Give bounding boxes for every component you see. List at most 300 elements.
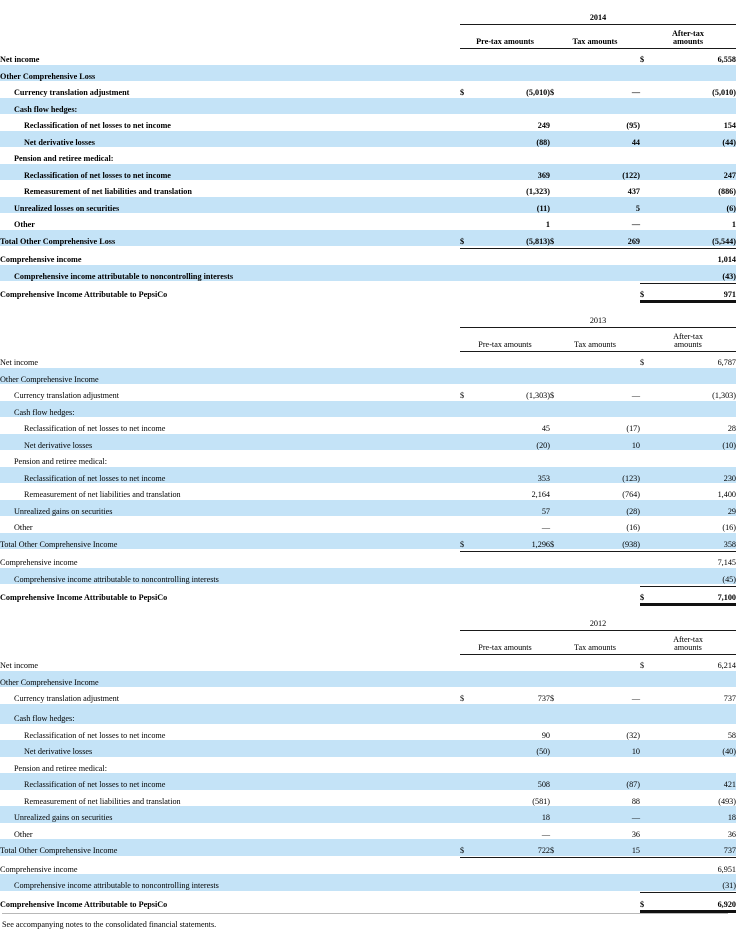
comprehensive-income-table-2014 bbox=[0, 0, 736, 303]
pretax-currency bbox=[460, 516, 474, 533]
pretax-value bbox=[474, 704, 550, 724]
row-label: Other Comprehensive Loss bbox=[0, 65, 460, 82]
tax-value: 36 bbox=[631, 829, 640, 839]
table-row bbox=[0, 773, 736, 790]
tax-value bbox=[564, 65, 640, 82]
tax-value: (764) bbox=[622, 490, 640, 500]
total-row bbox=[0, 230, 736, 247]
tax-currency bbox=[550, 147, 564, 164]
pretax-value: 1 bbox=[545, 220, 550, 230]
pretax-value bbox=[474, 671, 550, 688]
aftertax-value: 1,014 bbox=[717, 255, 736, 265]
aftertax-value: 18 bbox=[656, 806, 736, 823]
row-label: Comprehensive Income Attributable to PepsiCo bbox=[0, 593, 168, 603]
column-header-pretax: Pre-tax amounts bbox=[476, 36, 534, 46]
pretax-currency bbox=[460, 704, 474, 724]
aftertax-value bbox=[656, 704, 736, 724]
table-row bbox=[0, 724, 736, 741]
pretax-currency: $ bbox=[460, 839, 474, 856]
column-header-aftertax bbox=[640, 630, 736, 652]
pretax-value bbox=[474, 248, 550, 265]
aftertax-currency bbox=[640, 757, 656, 774]
aftertax-currency bbox=[640, 533, 656, 550]
row-label: Reclassification of net losses to net income bbox=[24, 730, 166, 740]
column-header-tax: Tax amounts bbox=[572, 36, 618, 46]
tax-value: (16) bbox=[626, 523, 640, 533]
pretax-currency bbox=[460, 283, 474, 300]
row-label: Unrealized gains on securities bbox=[0, 500, 460, 517]
pretax-value bbox=[474, 893, 550, 910]
tax-currency bbox=[550, 858, 564, 875]
aftertax-currency: $ bbox=[640, 661, 645, 671]
table-row bbox=[0, 757, 736, 774]
aftertax-currency bbox=[640, 500, 656, 517]
tax-currency: $ bbox=[550, 391, 555, 401]
pretax-currency bbox=[460, 874, 474, 891]
pretax-currency bbox=[460, 131, 474, 148]
tax-currency bbox=[550, 197, 564, 214]
tax-value: 437 bbox=[627, 187, 640, 197]
pretax-value: (88) bbox=[474, 131, 550, 148]
pretax-currency bbox=[460, 401, 474, 418]
pretax-currency bbox=[460, 197, 474, 214]
tax-value bbox=[564, 671, 640, 688]
tax-currency: $ bbox=[550, 88, 555, 98]
tax-currency bbox=[550, 98, 564, 115]
aftertax-value: (44) bbox=[656, 131, 736, 148]
row-label: Cash flow hedges: bbox=[0, 401, 460, 418]
tax-currency bbox=[550, 417, 564, 434]
row-label: Unrealized losses on securities bbox=[0, 197, 460, 214]
pretax-value: 369 bbox=[474, 164, 550, 181]
aftertax-currency bbox=[640, 516, 656, 533]
aftertax-value: (5,544) bbox=[656, 230, 736, 247]
row-label: Comprehensive income attributable to noncontrolling interests bbox=[0, 874, 460, 891]
pretax-currency bbox=[460, 757, 474, 774]
pretax-value: 18 bbox=[474, 806, 550, 823]
pretax-value: (5,813) bbox=[474, 230, 550, 247]
tax-currency bbox=[550, 483, 564, 500]
tax-currency bbox=[550, 874, 564, 891]
aftertax-value: 1,400 bbox=[717, 490, 736, 500]
table-row bbox=[0, 384, 736, 401]
pretax-value: 249 bbox=[537, 121, 550, 131]
aftertax-currency bbox=[640, 114, 656, 131]
tax-currency bbox=[550, 586, 564, 603]
aftertax-currency bbox=[640, 65, 656, 82]
column-header-row bbox=[0, 24, 736, 46]
tax-currency bbox=[550, 724, 564, 741]
pretax-currency bbox=[460, 147, 474, 164]
tax-currency bbox=[550, 401, 564, 418]
aftertax-value: 28 bbox=[727, 424, 736, 434]
pretax-currency bbox=[460, 790, 474, 807]
pretax-value bbox=[474, 586, 550, 603]
aftertax-value: 29 bbox=[656, 500, 736, 517]
aftertax-currency bbox=[640, 98, 656, 115]
pretax-value: 57 bbox=[474, 500, 550, 517]
pretax-value bbox=[474, 98, 550, 115]
comprehensive-income-table-2013 bbox=[0, 303, 736, 606]
tax-value: 88 bbox=[631, 796, 640, 806]
pretax-currency bbox=[460, 351, 474, 368]
pretax-currency bbox=[460, 740, 474, 757]
pretax-currency bbox=[460, 893, 474, 910]
aftertax-currency bbox=[640, 197, 656, 214]
tax-value bbox=[564, 586, 640, 603]
pretax-value: 353 bbox=[474, 467, 550, 484]
table-row bbox=[0, 450, 736, 467]
pretax-value bbox=[474, 147, 550, 164]
aftertax-value: 737 bbox=[723, 694, 736, 704]
row-label: Pension and retiree medical: bbox=[14, 457, 107, 467]
aftertax-line-2: amounts bbox=[674, 339, 702, 349]
year-label: 2013 bbox=[589, 315, 607, 325]
pretax-value: — bbox=[541, 523, 550, 533]
year-header-row bbox=[0, 615, 736, 628]
table-row bbox=[0, 740, 736, 757]
aftertax-currency: $ bbox=[640, 358, 645, 368]
pretax-currency bbox=[460, 467, 474, 484]
aftertax-currency bbox=[640, 81, 656, 98]
tax-value: 10 bbox=[564, 740, 640, 757]
column-header-row bbox=[0, 327, 736, 349]
aftertax-value: 971 bbox=[723, 290, 736, 300]
pretax-value bbox=[474, 551, 550, 568]
tax-value: 5 bbox=[564, 197, 640, 214]
tax-value bbox=[564, 654, 640, 671]
pretax-value bbox=[474, 757, 550, 774]
pretax-value: (581) bbox=[532, 796, 550, 806]
pretax-value: (11) bbox=[474, 197, 550, 214]
year-header-gutter bbox=[0, 9, 460, 22]
tax-value: (87) bbox=[564, 773, 640, 790]
pretax-value: 2,164 bbox=[531, 490, 550, 500]
table-row bbox=[0, 114, 736, 131]
pretax-value bbox=[474, 368, 550, 385]
aftertax-value: (40) bbox=[656, 740, 736, 757]
table-row bbox=[0, 434, 736, 451]
tax-value bbox=[564, 893, 640, 910]
pretax-currency: $ bbox=[460, 230, 474, 247]
pretax-value: (1,323) bbox=[526, 187, 550, 197]
pretax-currency bbox=[460, 858, 474, 875]
aftertax-line-1: After-tax bbox=[673, 634, 703, 644]
aftertax-value: 421 bbox=[656, 773, 736, 790]
attributable-to-pepsico-row bbox=[0, 586, 736, 603]
tax-currency bbox=[550, 823, 564, 840]
aftertax-currency bbox=[640, 180, 656, 197]
pretax-currency bbox=[460, 671, 474, 688]
tax-value: — bbox=[631, 88, 640, 98]
tax-currency bbox=[550, 704, 564, 724]
aftertax-currency bbox=[640, 467, 656, 484]
tax-currency bbox=[550, 500, 564, 517]
aftertax-value: 1 bbox=[731, 220, 736, 230]
table-row bbox=[0, 147, 736, 164]
row-label: Currency translation adjustment bbox=[14, 88, 130, 98]
tax-currency bbox=[550, 893, 564, 910]
tax-currency bbox=[550, 351, 564, 368]
tax-value bbox=[564, 283, 640, 300]
table-row bbox=[0, 81, 736, 98]
aftertax-currency bbox=[640, 823, 656, 840]
row-label: Comprehensive income bbox=[0, 255, 82, 265]
aftertax-currency bbox=[640, 213, 656, 230]
aftertax-line-1: After-tax bbox=[673, 331, 703, 341]
aftertax-value: 6,214 bbox=[717, 661, 736, 671]
tax-currency: $ bbox=[550, 533, 564, 550]
year-label: 2014 bbox=[589, 12, 607, 22]
aftertax-currency bbox=[640, 450, 656, 467]
aftertax-currency bbox=[640, 671, 656, 688]
pretax-currency bbox=[460, 248, 474, 265]
aftertax-currency bbox=[640, 858, 656, 875]
row-label: Comprehensive income attributable to noncontrolling interests bbox=[0, 265, 460, 282]
tax-value: — bbox=[631, 220, 640, 230]
aftertax-currency: $ bbox=[640, 55, 645, 65]
tax-currency bbox=[550, 65, 564, 82]
aftertax-currency bbox=[640, 740, 656, 757]
table-row bbox=[0, 687, 736, 704]
pretax-value bbox=[474, 351, 550, 368]
table-row bbox=[0, 806, 736, 823]
pretax-currency bbox=[460, 48, 474, 65]
tax-currency bbox=[550, 283, 564, 300]
row-label: Pension and retiree medical: bbox=[14, 763, 107, 773]
aftertax-value: 230 bbox=[656, 467, 736, 484]
tax-currency bbox=[550, 48, 564, 65]
table-row bbox=[0, 48, 736, 65]
aftertax-line-2: amounts bbox=[674, 642, 702, 652]
row-label: Remeasurement of net liabilities and translation bbox=[24, 187, 192, 197]
column-header-gutter bbox=[0, 24, 460, 46]
row-label: Cash flow hedges: bbox=[0, 98, 460, 115]
tax-value: — bbox=[564, 806, 640, 823]
aftertax-value bbox=[656, 65, 736, 82]
noncontrolling-interests-row bbox=[0, 265, 736, 282]
pretax-value: 1,296 bbox=[474, 533, 550, 550]
pretax-currency bbox=[460, 724, 474, 741]
aftertax-value: 7,145 bbox=[717, 558, 736, 568]
aftertax-value: (493) bbox=[718, 796, 736, 806]
row-label: Pension and retiree medical: bbox=[14, 154, 114, 164]
column-header-aftertax bbox=[640, 24, 736, 46]
table-row bbox=[0, 401, 736, 418]
tax-currency bbox=[550, 757, 564, 774]
pretax-currency bbox=[460, 806, 474, 823]
tax-currency bbox=[550, 671, 564, 688]
pretax-currency bbox=[460, 265, 474, 282]
year-header-gutter bbox=[0, 312, 460, 325]
row-label: Net derivative losses bbox=[0, 740, 460, 757]
table-row bbox=[0, 65, 736, 82]
pretax-currency: $ bbox=[460, 88, 465, 98]
aftertax-currency bbox=[640, 434, 656, 451]
pretax-currency bbox=[460, 180, 474, 197]
column-header-pretax: Pre-tax amounts bbox=[478, 339, 532, 349]
column-header-gutter bbox=[0, 630, 460, 652]
aftertax-value: (43) bbox=[656, 265, 736, 282]
aftertax-value: 247 bbox=[656, 164, 736, 181]
aftertax-value: 6,920 bbox=[717, 899, 736, 909]
aftertax-currency bbox=[640, 806, 656, 823]
year-header-row bbox=[0, 9, 736, 22]
aftertax-currency bbox=[640, 164, 656, 181]
table-row bbox=[0, 483, 736, 500]
pretax-value: 722 bbox=[474, 839, 550, 856]
aftertax-currency bbox=[640, 483, 656, 500]
aftertax-value: 6,951 bbox=[717, 864, 736, 874]
pretax-currency bbox=[460, 65, 474, 82]
pretax-value: (1,303) bbox=[526, 391, 550, 401]
row-label: Currency translation adjustment bbox=[14, 694, 120, 704]
tax-currency: $ bbox=[550, 839, 564, 856]
pretax-currency bbox=[460, 654, 474, 671]
row-label: Net income bbox=[0, 55, 40, 65]
final-rule bbox=[640, 603, 736, 605]
row-label: Unrealized gains on securities bbox=[0, 806, 460, 823]
pretax-currency: $ bbox=[460, 533, 474, 550]
aftertax-value bbox=[656, 757, 736, 774]
pretax-value bbox=[474, 65, 550, 82]
tax-value: 44 bbox=[564, 131, 640, 148]
tax-value bbox=[564, 48, 640, 65]
pretax-currency bbox=[460, 823, 474, 840]
aftertax-value: (45) bbox=[656, 568, 736, 585]
table-row bbox=[0, 213, 736, 230]
row-label: Net derivative losses bbox=[0, 131, 460, 148]
row-label: Reclassification of net losses to net income bbox=[24, 121, 171, 131]
aftertax-currency bbox=[640, 790, 656, 807]
aftertax-value: 6,558 bbox=[717, 55, 736, 65]
row-label: Net income bbox=[0, 358, 38, 368]
aftertax-value: (5,010) bbox=[712, 88, 736, 98]
rule-gutter bbox=[0, 300, 640, 302]
aftertax-value bbox=[656, 450, 736, 467]
row-label: Reclassification of net losses to net income bbox=[0, 164, 460, 181]
row-label: Total Other Comprehensive Income bbox=[0, 839, 460, 856]
tax-currency: $ bbox=[550, 230, 564, 247]
tax-value bbox=[564, 450, 640, 467]
header-spacer bbox=[0, 606, 736, 615]
aftertax-currency bbox=[640, 417, 656, 434]
row-label: Net derivative losses bbox=[0, 434, 460, 451]
pretax-currency bbox=[460, 368, 474, 385]
row-label: Reclassification of net losses to net income bbox=[24, 424, 166, 434]
aftertax-currency bbox=[640, 248, 656, 265]
aftertax-currency bbox=[640, 687, 656, 704]
tax-value: (32) bbox=[626, 730, 640, 740]
tax-value bbox=[564, 551, 640, 568]
pretax-currency bbox=[460, 213, 474, 230]
pretax-value bbox=[474, 283, 550, 300]
pretax-value bbox=[474, 265, 550, 282]
aftertax-currency bbox=[640, 839, 656, 856]
comprehensive-income-row bbox=[0, 551, 736, 568]
pretax-currency bbox=[460, 164, 474, 181]
row-label: Comprehensive Income Attributable to PepsiCo bbox=[0, 899, 168, 909]
tax-currency bbox=[550, 450, 564, 467]
aftertax-value: 58 bbox=[727, 730, 736, 740]
pretax-value: 45 bbox=[541, 424, 550, 434]
table-row bbox=[0, 180, 736, 197]
aftertax-value bbox=[656, 671, 736, 688]
tax-currency bbox=[550, 131, 564, 148]
pretax-value bbox=[474, 568, 550, 585]
table-row bbox=[0, 417, 736, 434]
row-label: Other bbox=[14, 523, 33, 533]
pretax-value: (5,010) bbox=[526, 88, 550, 98]
row-label: Total Other Comprehensive Income bbox=[0, 533, 460, 550]
aftertax-currency bbox=[640, 384, 656, 401]
attributable-bottom-rule-row bbox=[0, 603, 736, 605]
aftertax-currency bbox=[640, 568, 656, 585]
tax-currency bbox=[550, 265, 564, 282]
table-row bbox=[0, 516, 736, 533]
table-row bbox=[0, 351, 736, 368]
tax-value: 15 bbox=[564, 839, 640, 856]
attributable-bottom-rule-row bbox=[0, 909, 736, 911]
tax-value bbox=[564, 248, 640, 265]
tax-value: — bbox=[631, 391, 640, 401]
aftertax-value: (1,303) bbox=[712, 391, 736, 401]
tax-value bbox=[564, 351, 640, 368]
tax-value bbox=[564, 704, 640, 724]
tax-currency bbox=[550, 248, 564, 265]
tax-value: 269 bbox=[564, 230, 640, 247]
attributable-to-pepsico-row bbox=[0, 893, 736, 910]
aftertax-value: 358 bbox=[656, 533, 736, 550]
tax-currency bbox=[550, 790, 564, 807]
tax-value bbox=[564, 368, 640, 385]
row-label: Reclassification of net losses to net income bbox=[0, 467, 460, 484]
pretax-currency bbox=[460, 417, 474, 434]
noncontrolling-interests-row bbox=[0, 874, 736, 891]
tax-currency: $ bbox=[550, 694, 555, 704]
tax-currency bbox=[550, 654, 564, 671]
tax-value: (17) bbox=[626, 424, 640, 434]
aftertax-value bbox=[656, 98, 736, 115]
row-label: Comprehensive Income Attributable to PepsiCo bbox=[0, 290, 168, 300]
aftertax-currency bbox=[640, 230, 656, 247]
aftertax-currency bbox=[640, 401, 656, 418]
pretax-value bbox=[474, 654, 550, 671]
pretax-value: (50) bbox=[474, 740, 550, 757]
aftertax-value: 154 bbox=[723, 121, 736, 131]
column-header-pretax: Pre-tax amounts bbox=[478, 642, 532, 652]
table-row bbox=[0, 654, 736, 671]
tax-currency bbox=[550, 180, 564, 197]
aftertax-value: (31) bbox=[656, 874, 736, 891]
row-label: Other bbox=[14, 220, 35, 230]
header-spacer bbox=[0, 0, 736, 9]
total-row bbox=[0, 533, 736, 550]
tax-value bbox=[564, 757, 640, 774]
pretax-currency: $ bbox=[460, 391, 465, 401]
aftertax-value: 36 bbox=[727, 829, 736, 839]
pretax-value: (20) bbox=[474, 434, 550, 451]
tax-currency bbox=[550, 568, 564, 585]
tax-currency bbox=[550, 806, 564, 823]
aftertax-currency bbox=[640, 773, 656, 790]
tax-value: (123) bbox=[564, 467, 640, 484]
aftertax-value: (886) bbox=[718, 187, 736, 197]
aftertax-currency bbox=[640, 147, 656, 164]
total-row bbox=[0, 839, 736, 856]
comprehensive-income-row bbox=[0, 858, 736, 875]
pretax-currency bbox=[460, 500, 474, 517]
